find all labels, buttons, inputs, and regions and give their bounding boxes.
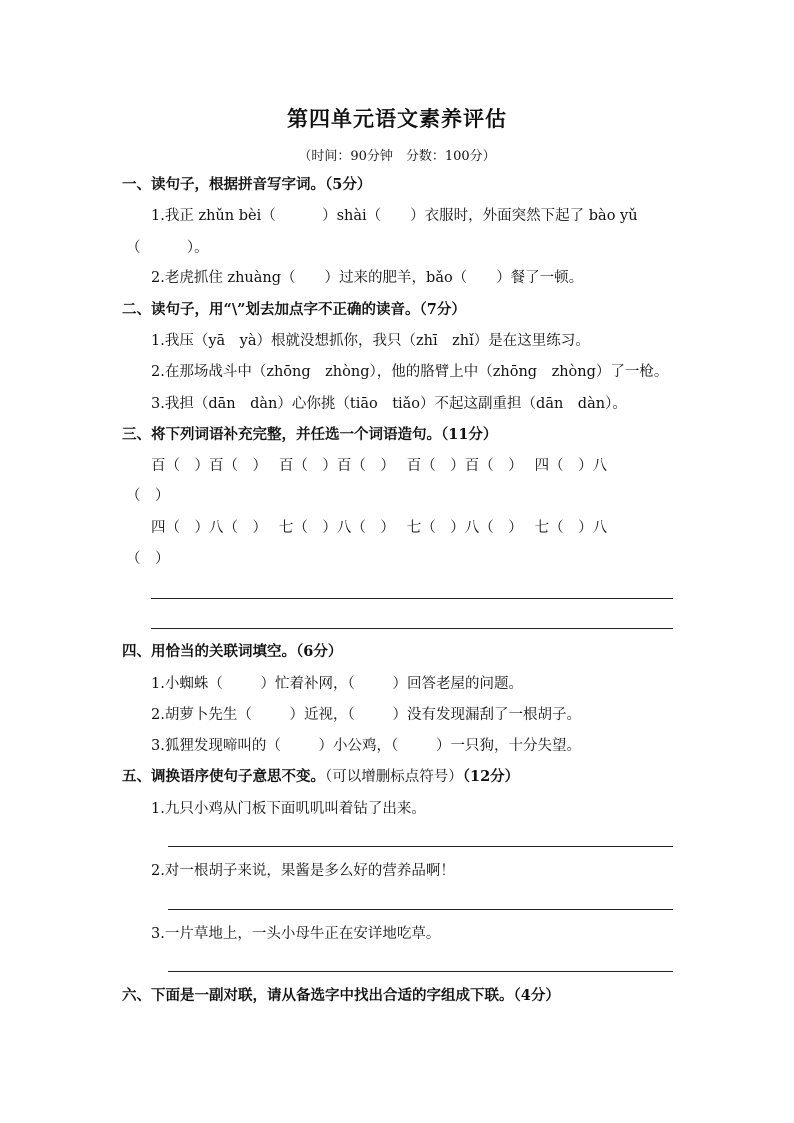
s5-question-3: 3.一片草地上，一头小母牛正在安详地吃草。 (151, 926, 441, 942)
s5-question-2: 2.对一根胡子来说，果酱是多么好的营养品啊！ (151, 863, 455, 879)
s2-question-3: 3.我担（dān dàn）心你挑（tiāo tiǎo）不起这副重担（dān dàn）。 (151, 396, 627, 412)
s3-answer-line[interactable] (151, 628, 673, 629)
s3-idiom-row-1: 百（ ）百（ ） 百（ ）百（ ） 百（ ）百（ ） 四（ ）八 (151, 458, 608, 474)
s1-question-1-cont: （ ）。 (126, 240, 209, 256)
s3-idiom-row-1-cont: （ ） (126, 488, 170, 504)
exam-info: （时间：90分钟 分数：100分） (298, 149, 496, 164)
section-4-heading: 四、用恰当的关联词填空。（6分） (122, 643, 343, 660)
s3-idiom-row-2: 四（ ）八（ ） 七（ ）八（ ） 七（ ）八（ ） 七（ ）八 (151, 520, 608, 536)
section-5-heading: 五、调换语序使句子意思不变。（可以增删标点符号）（12分） (122, 768, 520, 785)
section-1-heading: 一、读句子，根据拼音写字词。（5分） (122, 176, 372, 193)
section-6-heading: 六、下面是一副对联，请从备选字中找出合适的字组成下联。（4分） (122, 987, 560, 1004)
section-2-heading: 二、读句子，用“\”划去加点字不正确的读音。（7分） (122, 301, 466, 318)
s5-answer-line[interactable] (168, 846, 673, 847)
s5-answer-line[interactable] (168, 909, 673, 910)
s5-answer-line[interactable] (168, 971, 673, 972)
s2-question-1: 1.我压（yā yà）根就没想抓你，我只（zhī zhǐ）是在这里练习。 (151, 333, 590, 349)
s3-answer-line[interactable] (151, 598, 673, 599)
s5-question-1: 1.九只小鸡从门板下面叽叽叫着钻了出来。 (151, 801, 426, 817)
section-3-heading: 三、将下列词语补充完整，并任选一个词语造句。（11分） (122, 426, 498, 443)
s2-question-2: 2.在那场战斗中（zhōng zhòng），他的胳臂上中（zhōng zhòng）了一枪。 (151, 364, 669, 380)
s1-question-1: 1.我正 zhǔn bèi（ ）shài（ ）衣服时，外面突然下起了 bào yǔ (151, 208, 638, 224)
page-title: 第四单元语文素养评估 (287, 106, 507, 131)
s4-question-1: 1.小蜘蛛（ ）忙着补网，（ ）回答老屋的问题。 (151, 676, 523, 692)
s4-question-3: 3.狐狸发现啼叫的（ ）小公鸡，（ ）一只狗，十分失望。 (151, 738, 581, 754)
s3-idiom-row-2-cont: （ ） (126, 551, 170, 567)
s1-question-2: 2.老虎抓住 zhuàng（ ）过来的肥羊，bǎo（ ）餐了一顿。 (151, 270, 584, 286)
s4-question-2: 2.胡萝卜先生（ ）近视，（ ）没有发现漏刮了一根胡子。 (151, 707, 581, 723)
